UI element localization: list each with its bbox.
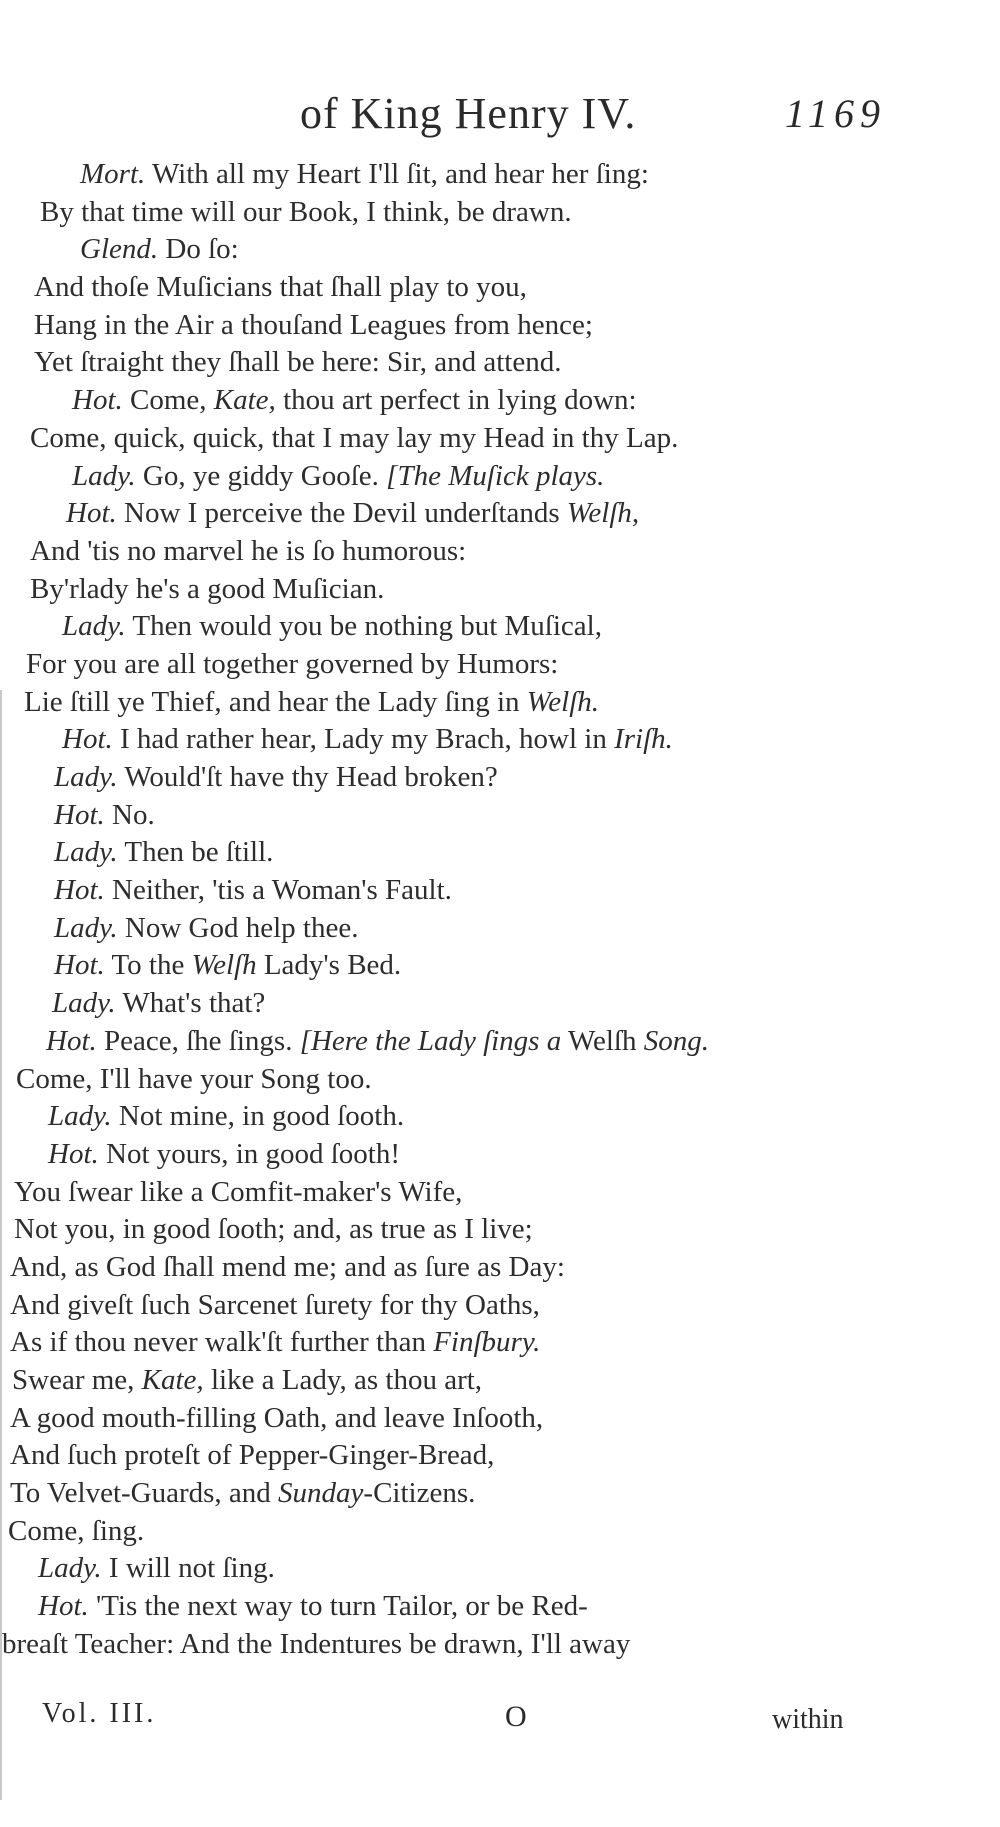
italic-text: Welſh. [526,685,600,718]
text-line [0,571,1000,609]
line-text: Swear me, [12,1364,142,1396]
speaker-name: Hot. [54,874,105,907]
text-line [0,646,1000,684]
text-line [0,344,1000,382]
italic-text: Finſbury. [433,1326,541,1359]
text-line [0,721,1000,759]
text-line [0,608,1000,646]
line-text: Come, quick, quick, that I may lay my Head in thy Lap. [30,421,679,454]
text-line [0,533,1000,571]
italic-text: Sunday [278,1477,364,1510]
line-text: With all my Heart I'll ſit, and hear her ſing: [145,158,649,190]
text-line [0,194,1000,232]
text-line [0,1287,1000,1325]
speaker-name: Lady. [54,911,118,944]
text-line [0,382,1000,420]
signature-mark: O [505,1700,527,1733]
line-text: like a Lady, as thou art, [203,1364,483,1396]
text-line [0,1211,1000,1249]
stage-direction: Song. [643,1024,709,1057]
text-line [0,872,1000,910]
italic-text: Kate, [141,1364,204,1396]
line-text: Welſh [561,1024,644,1057]
text-line [0,985,1000,1023]
text-line [0,1588,1000,1626]
speaker-name: Hot. [38,1590,89,1623]
line-text: Peace, ſhe ſings. [96,1024,300,1057]
speaker-name: Hot. [54,798,105,831]
line-text: What's that? [115,987,266,1020]
line-text: Come, [122,384,214,417]
line-text: Not yours, in good ſooth! [98,1137,401,1170]
line-text: And, as God ſhall mend me; and as ſure as Day: [10,1250,565,1283]
line-text: Lie ſtill ye Thief, and hear the Lady ſing in [24,685,527,718]
line-text: You ſwear like a Comfit-maker's Wife, [14,1175,463,1208]
catchword: within [772,1704,844,1735]
text-line [0,797,1000,835]
line-text: Then would you be nothing but Muſical, [125,610,602,643]
text-line [0,1475,1000,1513]
text-line [0,307,1000,345]
line-text: And ſuch proteſt of Pepper-Ginger-Bread, [10,1439,495,1472]
line-text: Not you, in good ſooth; and, as true as I live; [14,1213,533,1246]
text-line [0,947,1000,985]
stage-direction: [Here the Lady ſings a [299,1024,562,1057]
text-line [0,1324,1000,1362]
page-footer [0,1698,1000,1738]
speaker-name: Lady. [38,1552,102,1585]
line-text: thou art perfect in lying down: [275,384,637,417]
text-line [0,1550,1000,1588]
text-line [0,1098,1000,1136]
text-line [0,269,1000,307]
text-line [0,1626,1000,1664]
text-line [0,1437,1000,1475]
text-line [0,910,1000,948]
text-line [0,684,1000,722]
line-text: -Citizens. [363,1477,476,1510]
line-text: For you are all together governed by Humors: [26,647,559,680]
speaker-name: Hot. [72,384,123,417]
text-line [0,759,1000,797]
italic-text: Welſh [191,949,257,982]
line-text: Then be ſtill. [117,836,274,869]
line-text: Neither, 'tis a Woman's Fault. [104,874,452,907]
speaker-name: Hot. [66,497,117,530]
line-text: Now God help thee. [117,911,359,944]
line-text: No. [104,798,155,831]
line-text: breaſt Teacher: And the Indentures be drawn, I'll away [2,1627,631,1660]
line-text: By'rlady he's a good Muſician. [30,572,385,605]
text-line [0,1400,1000,1438]
text-line [0,458,1000,496]
text-line [0,420,1000,458]
line-text: Come, I'll have your Song too. [16,1062,372,1095]
text-line [0,1174,1000,1212]
line-text: Hang in the Air a thouſand Leagues from hence; [34,308,593,341]
text-line [0,156,1000,194]
line-text: Not mine, in good ſooth. [111,1100,405,1133]
speaker-name: Lady. [52,987,116,1020]
line-text: Come, ſing. [8,1514,145,1547]
speaker-name: Lady. [48,1100,112,1133]
text-line [0,495,1000,533]
speaker-name: Glend. [80,233,159,266]
line-text: By that time will our Book, I think, be drawn. [40,195,572,228]
line-text: Lady's Bed. [256,949,402,982]
text-line [0,1061,1000,1099]
page-header [0,88,1000,148]
line-text: As if thou never walk'ſt further than [10,1326,434,1359]
line-text: I will not ſing. [101,1552,275,1585]
page-number: 1169 [785,91,887,136]
line-text: And thoſe Muſicians that ſhall play to you, [34,271,527,304]
speaker-name: Lady. [62,610,126,643]
text-line [0,834,1000,872]
italic-text: Kate, [213,384,276,417]
line-text: To the [104,949,192,982]
text-line [0,1513,1000,1551]
speaker-name: Mort. [80,158,146,190]
play-text [0,156,1000,1664]
text-line [0,1136,1000,1174]
line-text: 'Tis the next way to turn Tailor, or be Red- [88,1590,588,1623]
line-text: To Velvet-Guards, and [10,1477,279,1510]
line-text: A good mouth-filling Oath, and leave Inſooth, [10,1401,544,1434]
italic-text: Welſh, [566,497,640,530]
speaker-name: Lady. [54,836,118,869]
line-text: And 'tis no marvel he is ſo humorous: [30,534,467,567]
line-text: Go, ye giddy Gooſe. [135,459,387,492]
stage-direction: [The Muſick plays. [386,459,605,492]
line-text: Do ſo: [158,233,239,266]
line-text: Yet ſtraight they ſhall be here: Sir, and attend. [34,346,562,379]
speaker-name: Hot. [48,1137,99,1170]
speaker-name: Hot. [46,1024,97,1057]
line-text: Would'ſt have thy Head broken? [117,761,498,793]
text-line [0,1023,1000,1061]
speaker-name: Lady. [72,459,136,492]
text-line [0,231,1000,269]
line-text: I had rather hear, Lady my Brach, howl in [112,723,615,756]
line-text: Now I perceive the Devil underſtands [116,497,567,530]
speaker-name: Lady. [54,761,118,793]
speaker-name: Hot. [62,723,113,756]
running-title: of King Henry IV. [300,89,637,138]
italic-text: Iriſh. [614,723,673,756]
speaker-name: Hot. [54,949,105,982]
text-line [0,1249,1000,1287]
text-line [0,1362,1000,1400]
line-text: And giveſt ſuch Sarcenet ſurety for thy Oaths, [10,1288,540,1321]
volume-label: Vol. III. [42,1698,157,1729]
